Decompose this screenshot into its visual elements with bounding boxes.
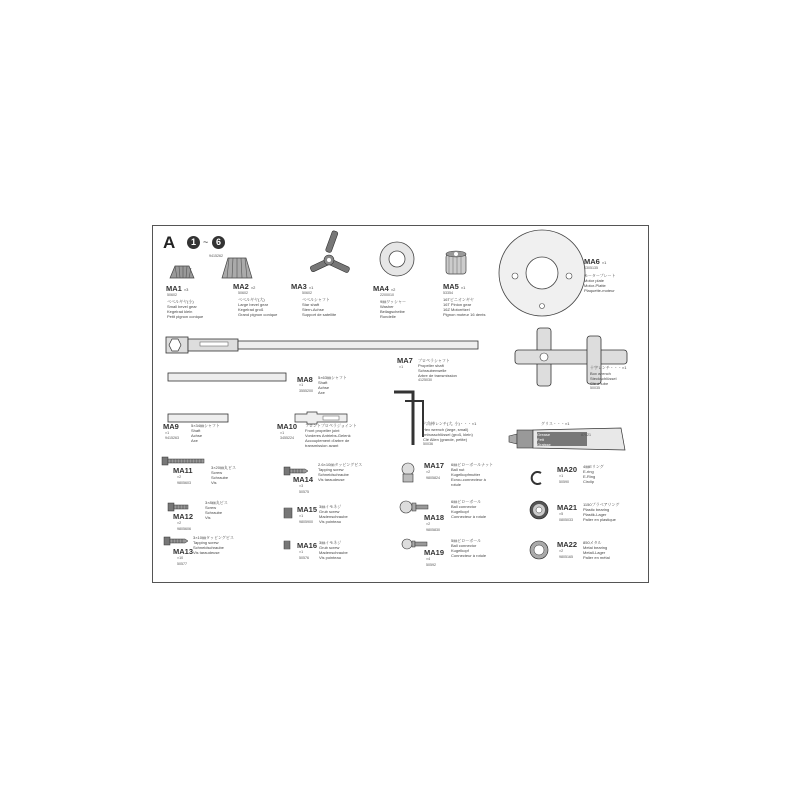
part-number: 50590 [559,480,569,484]
grease-number: 87021 [581,433,591,437]
sheet-code: 9415262 [209,254,223,258]
sheet-letter: A [163,233,176,252]
part-number: 4125030 [418,378,432,382]
part-code: MA13 [173,547,194,556]
part-description: プロペラシャフト Propeller shaft Schraubenwelle Arbre de transmission [418,358,457,378]
star-shaft-image [305,228,353,284]
part-code: MA9 [163,422,179,431]
part-quantity: ×1 [280,431,285,435]
part-code: MA12 [173,512,194,521]
grub-screw-image [283,507,293,519]
part-code: MA15 [297,505,318,514]
grease-description: Grease Fett Graisse [537,432,551,447]
grub-screw-small-image [283,540,291,550]
part-code: MA16 [297,541,318,550]
part-number: 50592 [426,563,436,567]
part-quantity: ×5 [559,512,564,516]
part-number: 9805830 [426,528,440,532]
part-code: MA21 [557,503,578,512]
part-description: 3㎜イモネジ Grub screw Madenschraube Vis pointeau [319,504,348,524]
part-number: 3555200 [299,389,313,393]
large-bevel-gear-image [220,254,254,280]
tool-description: Box wrench Steckschlüssel Clé à tube [590,371,617,386]
ball-connector-6mm-image [399,500,429,514]
plastic-bearing-image [529,500,549,520]
part-quantity: ×1 [299,383,304,387]
part-number: 9805603 [177,481,191,485]
part-number: 9415263 [165,436,179,440]
pinion-gear-image [443,248,469,278]
part-description: 5㎜ピローボール Ball connector Kugelkopf Connecteur à rotule [451,538,487,558]
part-quantity: ×2 [177,521,182,525]
part-code: MA10 [277,422,298,431]
part-quantity: ×1 [299,514,304,518]
part-code: MA11 [173,466,193,475]
part-number: 50602 [167,293,177,297]
part-number: 50575 [299,490,309,494]
part-description: 3×8㎜丸ビス Screw Schraube Vis [205,500,228,520]
part-number: 0805033 [559,518,573,522]
part-number: 4305135 [584,266,598,270]
shaft-5x63-image [167,371,287,383]
part-description: ベベルギヤ(小) Small bevel gear Kegelrad klein Petit pignon conique [167,299,204,319]
step-range-separator: ~ [203,237,209,247]
part-description: 3㎜イモネジ Grub screw Madenschraube Vis pointeau [319,540,348,560]
part-description: 5×63㎜シャフト Shaft Achse Axe [318,375,347,395]
metal-bearing-image [529,540,549,560]
grease-label: グリス・・・×1 [541,421,570,426]
part-quantity: ×1 [165,431,170,435]
box-wrench-label: 十字レンチ・・・×1 [590,365,627,370]
part-number: 9805824 [426,476,440,480]
part-code: MA3 ×1 [291,282,314,291]
part-code: MA7 [397,356,413,365]
part-description: 850メタル Metal bearing Metall-Lager Palier en métal [583,540,610,560]
part-description: 1150プラベアリング Plastic bearing Plastik-Lager Palier en plastique [583,502,620,522]
part-quantity: ×3 [299,484,304,488]
part-description: 9㎜ワッシャー Washer Beilagscheibe Rondelle [380,299,406,319]
part-number: 9805900 [299,520,313,524]
part-code: MA2 ×2 [233,282,256,291]
part-description: 6㎜ピローボール Ball connector Kugelkopf Connecteur à rotule [451,499,487,519]
step-to-badge: 6 [212,236,225,249]
part-number: 50576 [299,556,309,560]
grease-tube-image [507,426,627,452]
part-number: 9805606 [177,527,191,531]
part-description: 2.6×10㎜タッピングビス Tapping screw Schneidschraube Vis taraudeuse [318,462,363,482]
part-description: 4㎜Eリング E-ring E-Ring Circlip [583,464,604,484]
part-number: 9805165 [559,555,573,559]
part-description: ベベルギヤ(大) Large bevel gear Kegelrad groß Grand pignon conique [238,297,278,317]
tool-description: Hex wrench (large, small) Imbusschlüssel (groß, klein) Clé Allen (grande, petite) [423,427,473,442]
part-description: 6㎜ピローボールナット Ball nut Kugelkopfmutter Ecrou-connecteur à rotule [451,462,494,487]
part-quantity: ×1 [559,474,564,478]
tool-number: 50036 [423,442,433,446]
part-quantity: ×10 [177,556,184,560]
part-number: 50602 [302,291,312,295]
part-number: 50577 [177,562,187,566]
part-number: 3455224 [280,436,294,440]
part-number: 50602 [238,291,248,295]
part-code: MA20 [557,465,578,474]
part-quantity: ×2 [559,549,564,553]
part-description: フロントプロペラジョイント Front propeller joint Vorderes Antriebs-Gelenk Accouplement d'arbre de transmission avant [305,423,357,448]
step-from-badge: 1 [187,236,200,249]
part-code: MA22 [557,540,578,549]
part-code: MA4 ×2 [373,284,396,293]
part-code: MA1 ×3 [166,284,189,293]
e-ring-image [529,470,545,486]
part-number: 2200010 [380,293,394,297]
tapping-screw-3x10-image [163,536,189,546]
part-code: MA19 [424,548,445,557]
part-description: ベベルシャフト Star shaft Stern-Achse Support de satellite [302,297,337,317]
part-code: MA14 [293,475,314,484]
part-description: 16Tピニオンギヤ 16T Pinion gear 16Z Motorritzel Pignon moteur 16 dents [443,297,486,317]
part-code: MA17 [424,461,445,470]
part-code: MA8 [297,375,313,384]
part-quantity: ×2 [426,470,431,474]
motor-plate-image [497,228,587,318]
part-code: MA18 [424,513,445,522]
part-quantity: ×1 [399,365,404,369]
screw-3x8-image [167,502,189,512]
part-quantity: ×1 [299,550,304,554]
part-description: モータープレート Motor plate Motor-Platte Plaquette-moteur [584,273,616,293]
tool-number: 50035 [590,386,600,390]
part-description: 3×10㎜タッピングビス Tapping screw Schneidschraube Vis taraudeuse [193,535,234,555]
washer-image [378,240,416,278]
part-description: 5×34㎜シャフト Shaft Achse Axe [191,423,220,443]
part-description: 3×20㎜丸ビス Screw Schraube Vis [211,465,237,485]
part-quantity: ×2 [426,522,431,526]
part-number: 53354 [443,291,453,295]
part-quantity: ×4 [426,557,431,561]
part-quantity: ×2 [177,475,182,479]
propeller-shaft-image [162,331,480,357]
parts-sheet [152,225,649,583]
part-code: MA6 ×1 [584,257,607,266]
part-code: MA5 ×1 [443,282,466,291]
ball-nut-image [399,462,417,484]
small-bevel-gear-image [167,262,197,280]
screw-3x20-image [161,456,205,466]
hex-wrench-label: 六角棒レンチ(大, 小)・・・×1 [423,421,477,426]
